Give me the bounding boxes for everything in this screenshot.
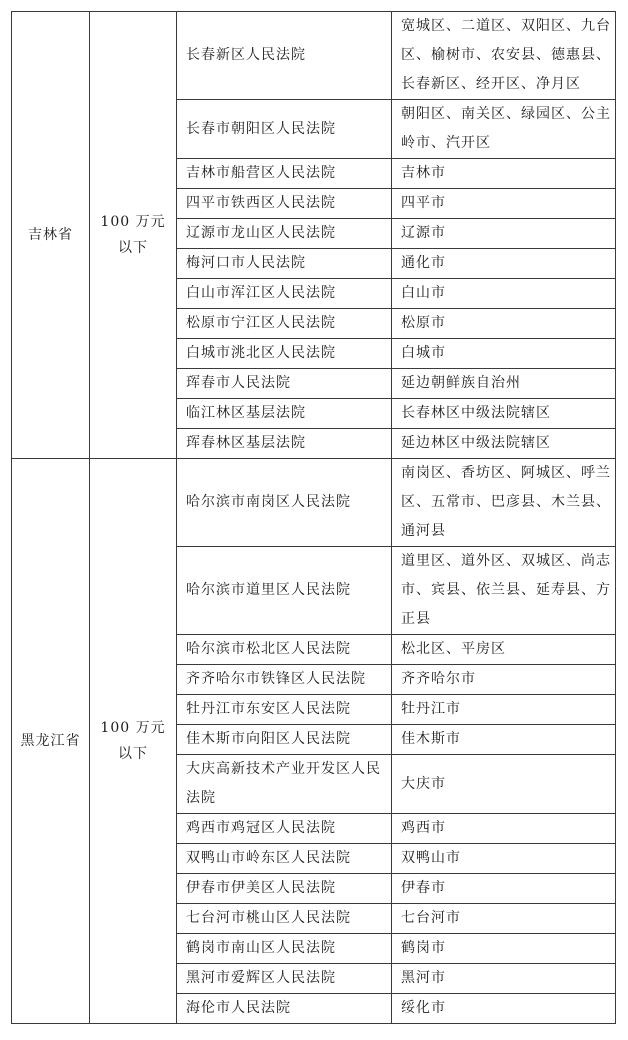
court-jurisdiction-table — [11, 11, 616, 1024]
court-name-cell: 吉林市船营区人民法院 — [177, 159, 392, 189]
court-name-cell: 大庆高新技术产业开发区人民法院 — [177, 755, 392, 814]
jurisdiction-region-cell: 长春林区中级法院辖区 — [392, 399, 616, 429]
province-cell: 黑龙江省 — [12, 459, 90, 1024]
jurisdiction-region-cell: 伊春市 — [392, 874, 616, 904]
jurisdiction-region-cell: 朝阳区、南关区、绿园区、公主岭市、汽开区 — [392, 100, 616, 159]
jurisdiction-region-cell: 延边林区中级法院辖区 — [392, 429, 616, 459]
amount-qualifier: 以下 — [118, 240, 148, 256]
jurisdiction-region-cell: 吉林市 — [392, 159, 616, 189]
court-name-cell: 伊春市伊美区人民法院 — [177, 874, 392, 904]
amount-cell — [90, 12, 177, 459]
jurisdiction-region-cell: 松北区、平房区 — [392, 635, 616, 665]
court-name-cell: 临江林区基层法院 — [177, 399, 392, 429]
court-name-cell: 佳木斯市向阳区人民法院 — [177, 725, 392, 755]
court-name-cell: 长春新区人民法院 — [177, 12, 392, 100]
amount-qualifier: 以下 — [118, 746, 148, 762]
jurisdiction-region-cell: 鹤岗市 — [392, 934, 616, 964]
court-name-cell: 珲春林区基层法院 — [177, 429, 392, 459]
court-name-cell: 双鸭山市岭东区人民法院 — [177, 844, 392, 874]
jurisdiction-region-cell: 牡丹江市 — [392, 695, 616, 725]
court-name-cell: 黑河市爱辉区人民法院 — [177, 964, 392, 994]
court-name-cell: 哈尔滨市南岗区人民法院 — [177, 459, 392, 547]
court-name-cell: 七台河市桃山区人民法院 — [177, 904, 392, 934]
jurisdiction-region-cell: 宽城区、二道区、双阳区、九台区、榆树市、农安县、德惠县、长春新区、经开区、净月区 — [392, 12, 616, 100]
court-name-cell: 哈尔滨市道里区人民法院 — [177, 547, 392, 635]
jurisdiction-region-cell: 绥化市 — [392, 994, 616, 1024]
jurisdiction-region-cell: 道里区、道外区、双城区、尚志市、宾县、依兰县、延寿县、方正县 — [392, 547, 616, 635]
court-name-cell: 鹤岗市南山区人民法院 — [177, 934, 392, 964]
jurisdiction-region-cell: 黑河市 — [392, 964, 616, 994]
court-name-cell: 鸡西市鸡冠区人民法院 — [177, 814, 392, 844]
amount-cell — [90, 459, 177, 1024]
jurisdiction-region-cell: 通化市 — [392, 249, 616, 279]
court-name-cell: 牡丹江市东安区人民法院 — [177, 695, 392, 725]
court-name-cell: 齐齐哈尔市铁锋区人民法院 — [177, 665, 392, 695]
table-body — [12, 12, 616, 1024]
table-row — [12, 12, 616, 100]
court-name-cell: 海伦市人民法院 — [177, 994, 392, 1024]
amount-value: 100 万元 — [100, 720, 166, 736]
court-name-cell: 哈尔滨市松北区人民法院 — [177, 635, 392, 665]
jurisdiction-region-cell: 双鸭山市 — [392, 844, 616, 874]
court-name-cell: 珲春市人民法院 — [177, 369, 392, 399]
court-name-cell: 四平市铁西区人民法院 — [177, 189, 392, 219]
jurisdiction-region-cell: 松原市 — [392, 309, 616, 339]
jurisdiction-region-cell: 南岗区、香坊区、阿城区、呼兰区、五常市、巴彦县、木兰县、通河县 — [392, 459, 616, 547]
court-name-cell: 白城市洮北区人民法院 — [177, 339, 392, 369]
court-name-cell: 长春市朝阳区人民法院 — [177, 100, 392, 159]
court-name-cell: 松原市宁江区人民法院 — [177, 309, 392, 339]
jurisdiction-region-cell: 鸡西市 — [392, 814, 616, 844]
province-cell: 吉林省 — [12, 12, 90, 459]
jurisdiction-region-cell: 四平市 — [392, 189, 616, 219]
court-name-cell: 梅河口市人民法院 — [177, 249, 392, 279]
amount-value: 100 万元 — [100, 214, 166, 230]
jurisdiction-region-cell: 佳木斯市 — [392, 725, 616, 755]
jurisdiction-region-cell: 齐齐哈尔市 — [392, 665, 616, 695]
table-row — [12, 459, 616, 547]
jurisdiction-region-cell: 延边朝鲜族自治州 — [392, 369, 616, 399]
jurisdiction-region-cell: 大庆市 — [392, 755, 616, 814]
court-name-cell: 白山市浑江区人民法院 — [177, 279, 392, 309]
jurisdiction-region-cell: 七台河市 — [392, 904, 616, 934]
jurisdiction-region-cell: 白山市 — [392, 279, 616, 309]
jurisdiction-region-cell: 辽源市 — [392, 219, 616, 249]
court-name-cell: 辽源市龙山区人民法院 — [177, 219, 392, 249]
jurisdiction-region-cell: 白城市 — [392, 339, 616, 369]
